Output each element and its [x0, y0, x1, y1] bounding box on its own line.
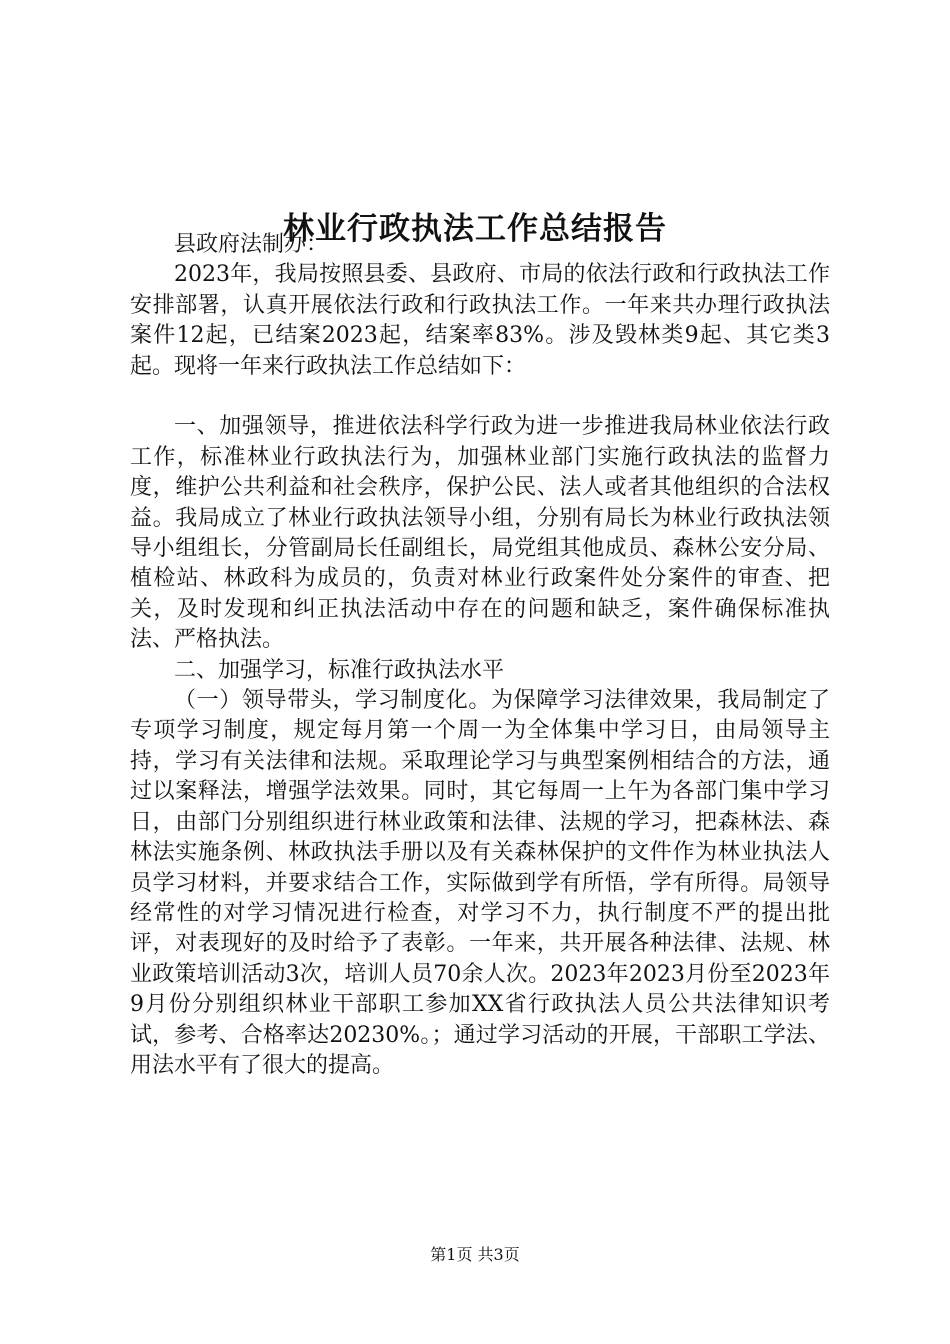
document-body	[130, 230, 830, 1081]
section-heading-2: 二、加强学习，标准行政执法水平	[174, 657, 505, 683]
paragraph-subsection-1: （一）领导带头，学习制度化。为保障学习法律效果，我局制定了专项学习制度，规定每月第一个周一为全体集中学习日，由局领导主持，学习有关法律和法规。采取理论学习与典型案例相结合的方法，通过以案释法，增强学法效果。同时，其它每周一上午为各部门集中学习日，由部门分别组织进行林业政策和法律、法规的学习，把森林法、森林法实施条例、林政执法手册以及有关森林保护的文件作为林业执法人员学习材料，并要求结合工作，实际做到学有所悟，学有所得。局领导经常性的对学习情况进行检查，对学习不力，执行制度不严的提出批评，对表现好的及时给予了表彰。一年来，共开展各种法律、法规、林业政策培训活动3次，培训人员70余人次。2023年2023月份至2023年9月份分别组织林业干部职工参加XX省行政执法人员公共法律知识考试，参考、合格率达20230%。；通过学习活动的开展，干部职工学法、用法水平有了很大的提高。	[130, 688, 830, 1078]
page-footer: 第1页 共3页	[430, 1245, 520, 1264]
paragraph-section-1: 一、加强领导，推进依法科学行政为进一步推进我局林业依法行政工作，标准林业行政执法行为，加强林业部门实施行政执法的监督力度，维护公共利益和社会秩序，保护公民、法人或者其他组织的合法权益。我局成立了林业行政执法领导小组，分别有局长为林业行政执法领导小组组长，分管副局长任副组长，局党组其他成员、森林公安分局、植检站、林政科为成员的，负责对林业行政案件处分案件的审查、把关，及时发现和纠正执法活动中存在的问题和缺乏，案件确保标准执法、严格执法。	[130, 414, 830, 653]
paragraph-intro: 2023年，我局按照县委、县政府、市局的依法行政和行政执法工作安排部署，认真开展依法行政和行政执法工作。一年来共办理行政执法案件12起，已结案2023起，结案率83%。涉及毁林类9起、其它类3起。现将一年来行政执法工作总结如下：	[130, 262, 830, 379]
document-title: 林业行政执法工作总结报告	[283, 210, 667, 247]
salutation: 县政府法制办：	[174, 232, 329, 257]
